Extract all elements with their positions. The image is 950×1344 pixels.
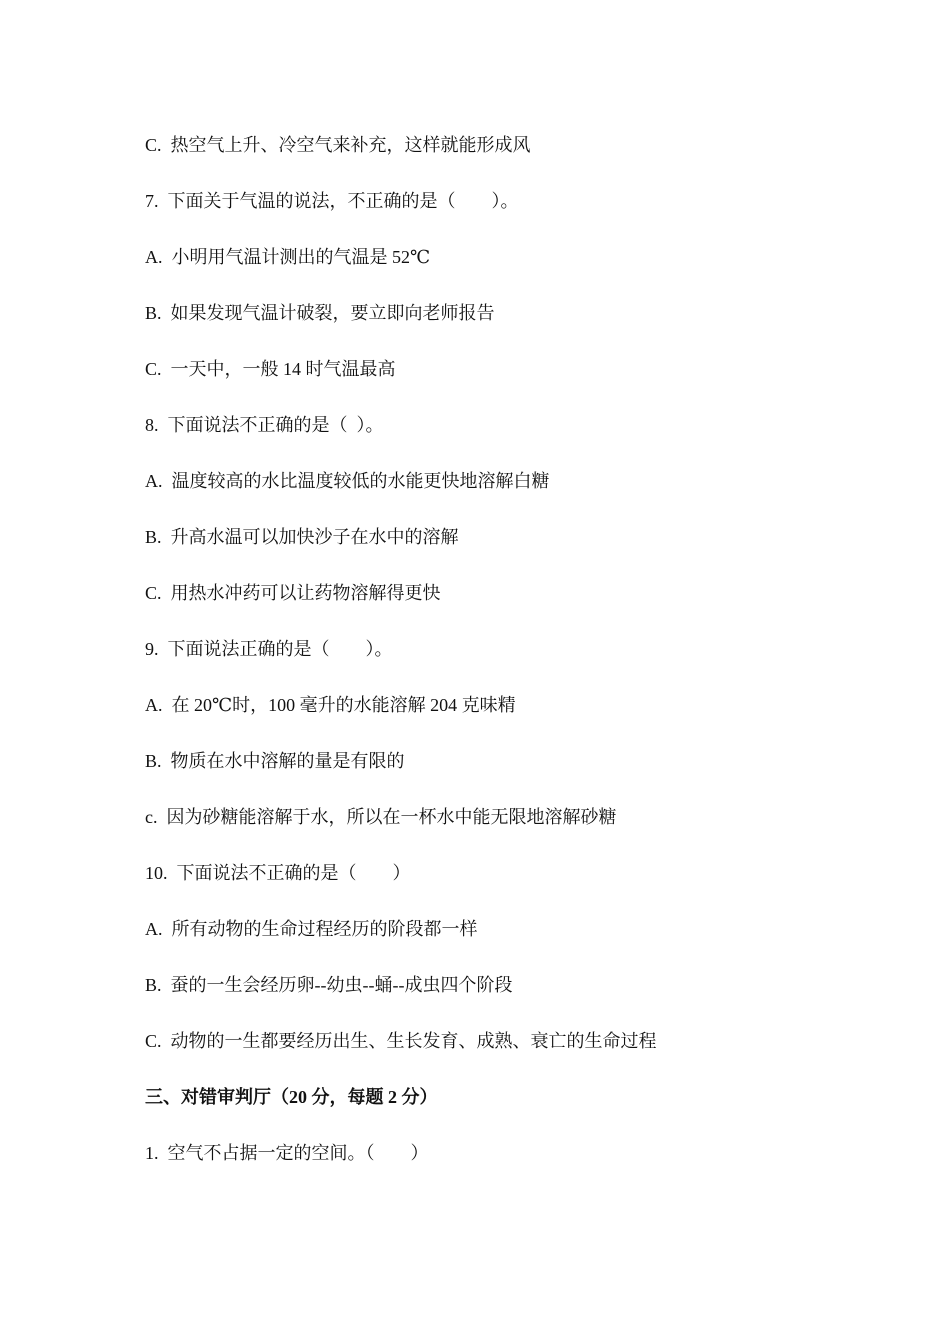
option-8b: B. 升高水温可以加快沙子在水中的溶解 — [145, 527, 459, 547]
option-10b: B. 蚕的一生会经历卵--幼虫--蛹--成虫四个阶段 — [145, 975, 513, 995]
true-false-question-1: 1. 空气不占据一定的空间。（ ） — [145, 1143, 429, 1163]
option-8c: C. 用热水冲药可以让药物溶解得更快 — [145, 583, 441, 603]
option-9c: c. 因为砂糖能溶解于水，所以在一杯水中能无限地溶解砂糖 — [145, 807, 617, 827]
option-8a: A. 温度较高的水比温度较低的水能更快地溶解白糖 — [145, 471, 550, 491]
question-9: 9. 下面说法正确的是（ ）。 — [145, 639, 393, 659]
option-9a: A. 在 20℃时，100 毫升的水能溶解 204 克味精 — [145, 695, 516, 715]
option-6c: C. 热空气上升、冷空气来补充，这样就能形成风 — [145, 135, 531, 155]
option-7c: C. 一天中，一般 14 时气温最高 — [145, 359, 396, 379]
option-10a: A. 所有动物的生命过程经历的阶段都一样 — [145, 919, 478, 939]
option-10c: C. 动物的一生都要经历出生、生长发育、成熟、衰亡的生命过程 — [145, 1031, 657, 1051]
option-7a: A. 小明用气温计测出的气温是 52℃ — [145, 247, 431, 267]
question-8: 8. 下面说法不正确的是（ ）。 — [145, 415, 384, 435]
option-9b: B. 物质在水中溶解的量是有限的 — [145, 751, 405, 771]
option-7b: B. 如果发现气温计破裂，要立即向老师报告 — [145, 303, 495, 323]
section-heading: 三、对错审判厅（20 分，每题 2 分） — [145, 1087, 438, 1107]
question-7: 7. 下面关于气温的说法，不正确的是（ ）。 — [145, 191, 519, 211]
question-10: 10. 下面说法不正确的是（ ） — [145, 863, 411, 883]
